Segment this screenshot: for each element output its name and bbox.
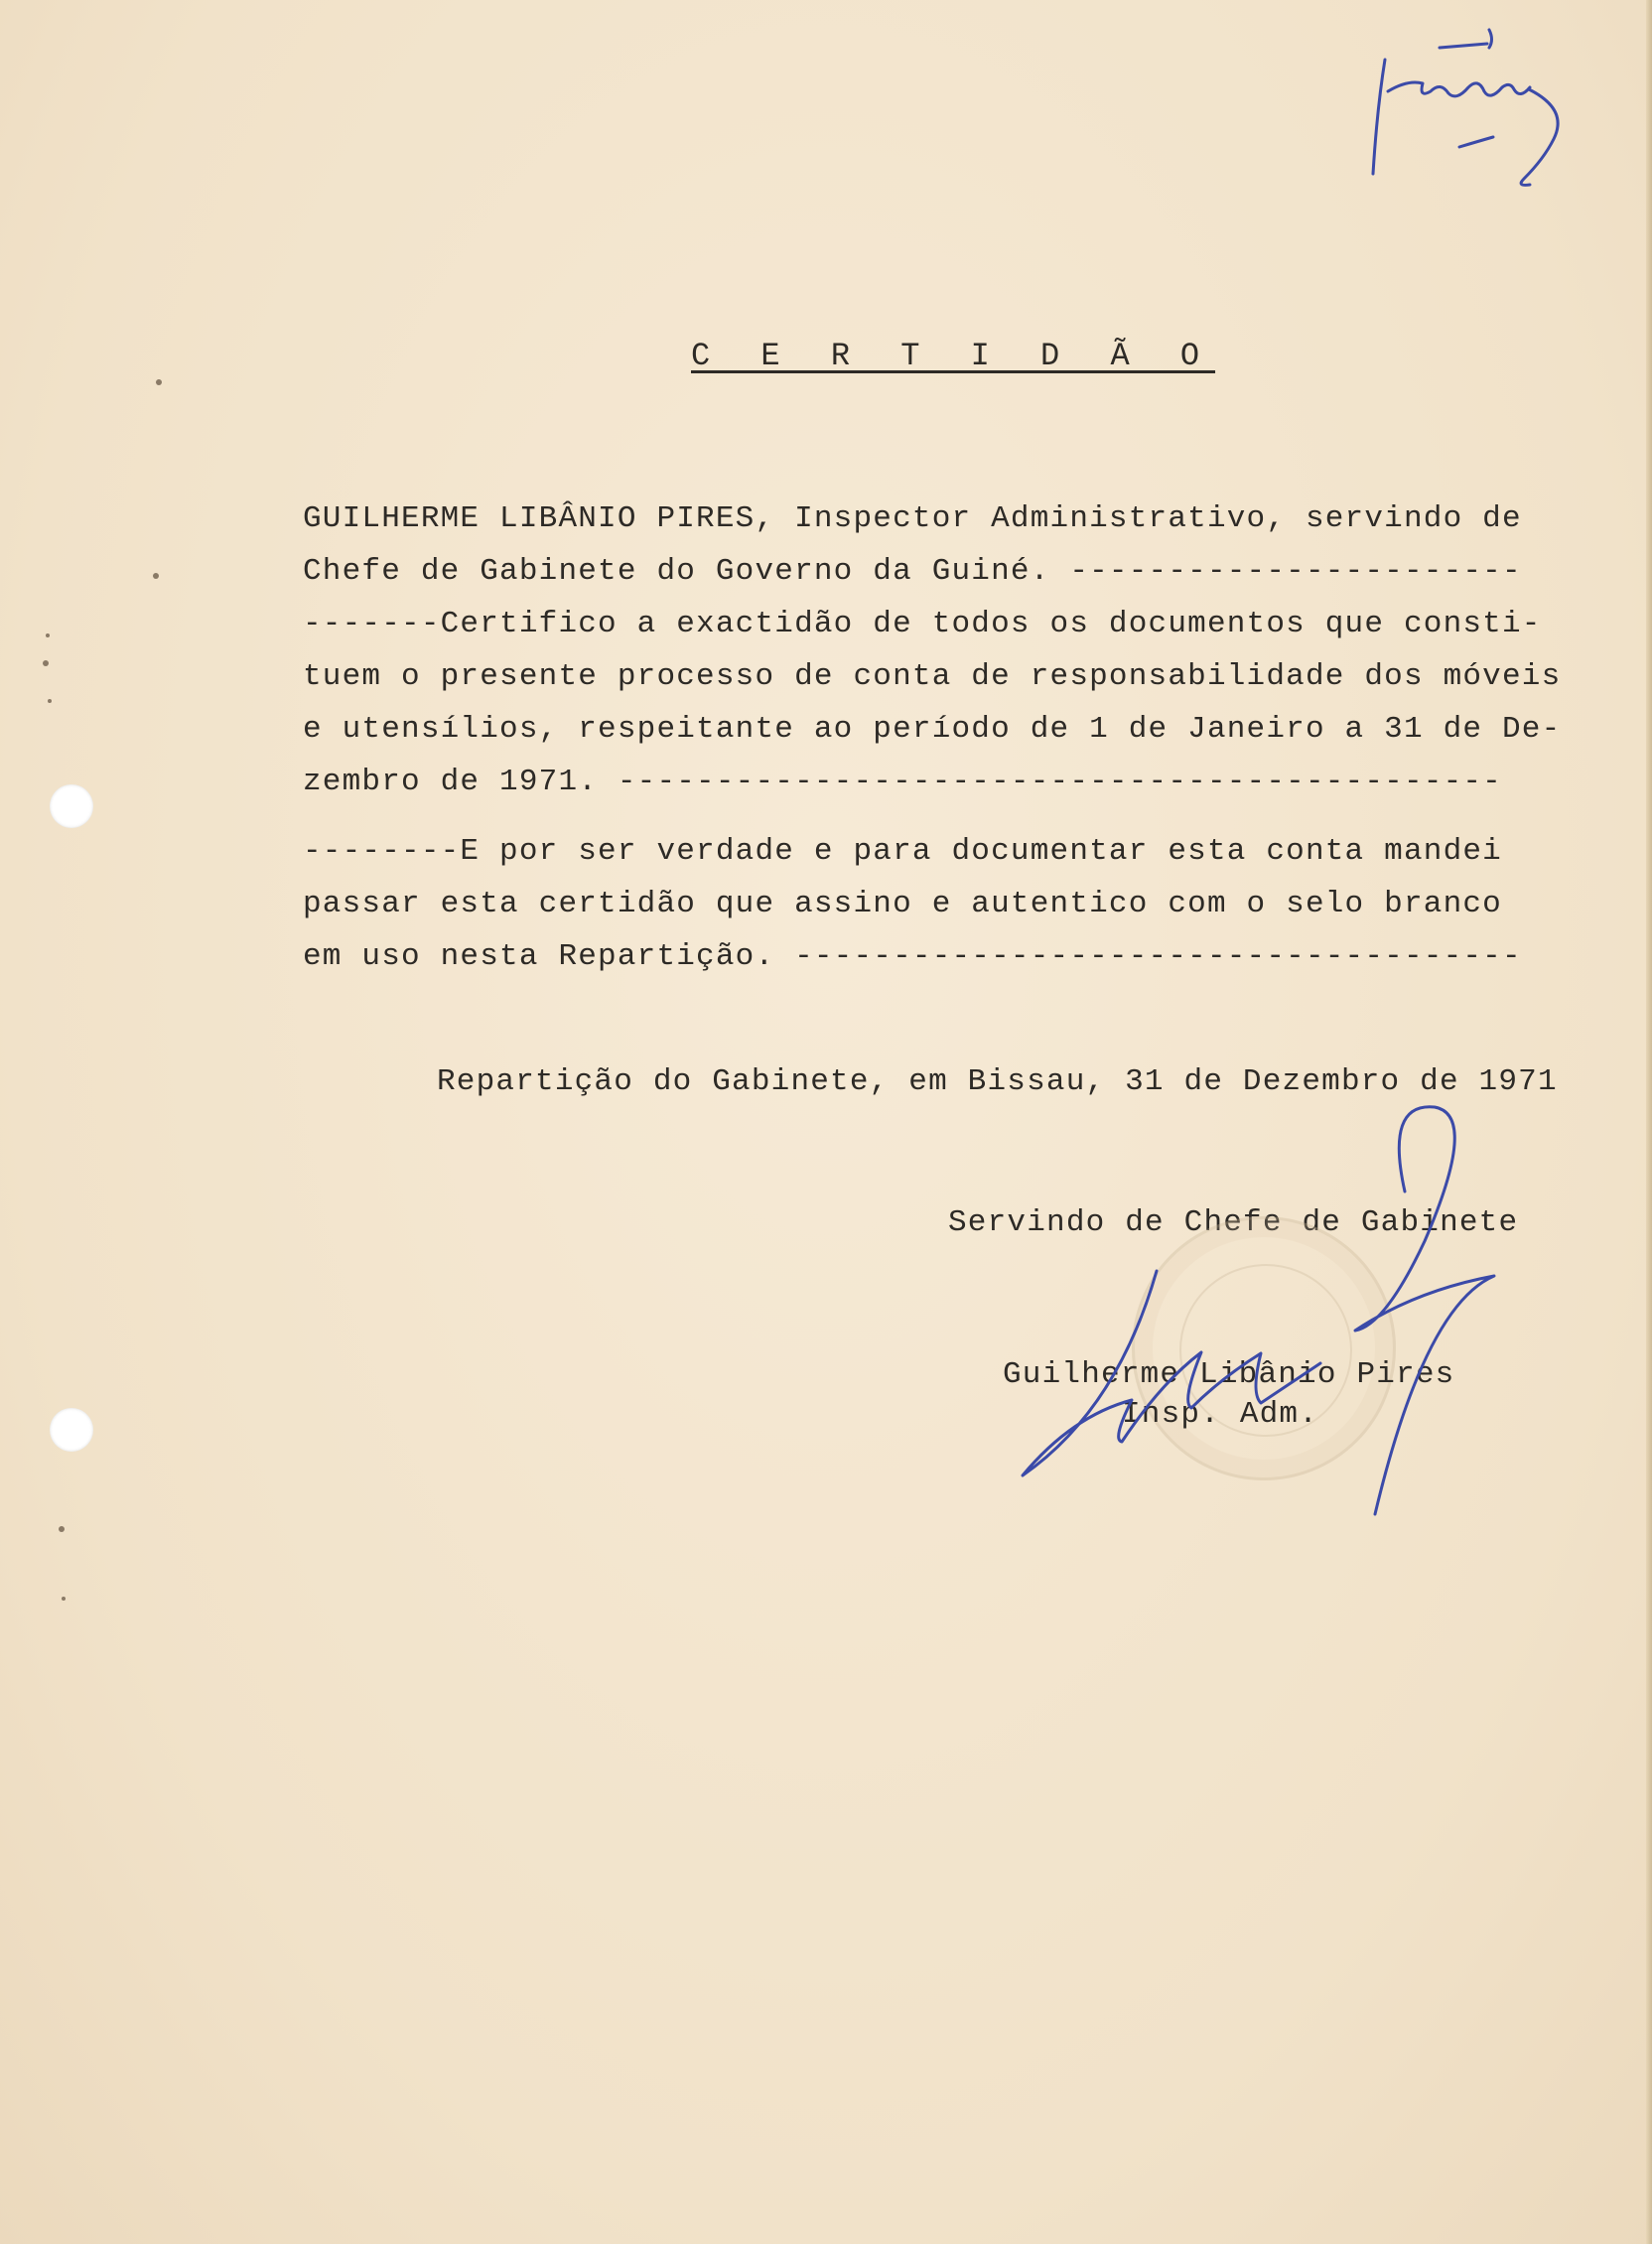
paragraph-line: passar esta certidão que assino e autentico com o selo branco (303, 887, 1502, 921)
certificate-title: C E R T I D Ã O (691, 338, 1216, 374)
paragraph-line: zembro de 1971. --------------------------------------------- (303, 765, 1502, 799)
signer-title: Insp. Adm. (1122, 1397, 1319, 1432)
paragraph-line: GUILHERME LIBÂNIO PIRES, Inspector Administrativo, servindo de (303, 501, 1522, 536)
top-annotation-tail (1459, 89, 1558, 185)
top-annotation-mark (1440, 30, 1492, 48)
paragraph-line: em uso nesta Repartição. ------------------------------------- (303, 939, 1522, 974)
signer-role: Servindo de Chefe de Gabinete (948, 1205, 1519, 1240)
paragraph-line: Chefe de Gabinete do Governo da Guiné. ----------------------- (303, 554, 1522, 589)
paragraph-line: e utensílios, respeitante ao período de 1 de Janeiro a 31 de De- (303, 712, 1562, 747)
paragraph-line: -------Certifico a exactidão de todos os documentos que consti- (303, 607, 1542, 641)
signer-name: Guilherme Libânio Pires (1003, 1357, 1455, 1392)
paragraph-line: tuem o presente processo de conta de responsabilidade dos móveis (303, 659, 1562, 694)
signature-loop (1355, 1107, 1494, 1514)
paragraph-line: --------E por ser verdade e para documentar esta conta mandei (303, 834, 1502, 869)
top-annotation-initials (1373, 60, 1530, 174)
signature-stroke (1023, 1271, 1320, 1475)
date-line: Repartição do Gabinete, em Bissau, 31 de Dezembro de 1971 (437, 1064, 1558, 1099)
